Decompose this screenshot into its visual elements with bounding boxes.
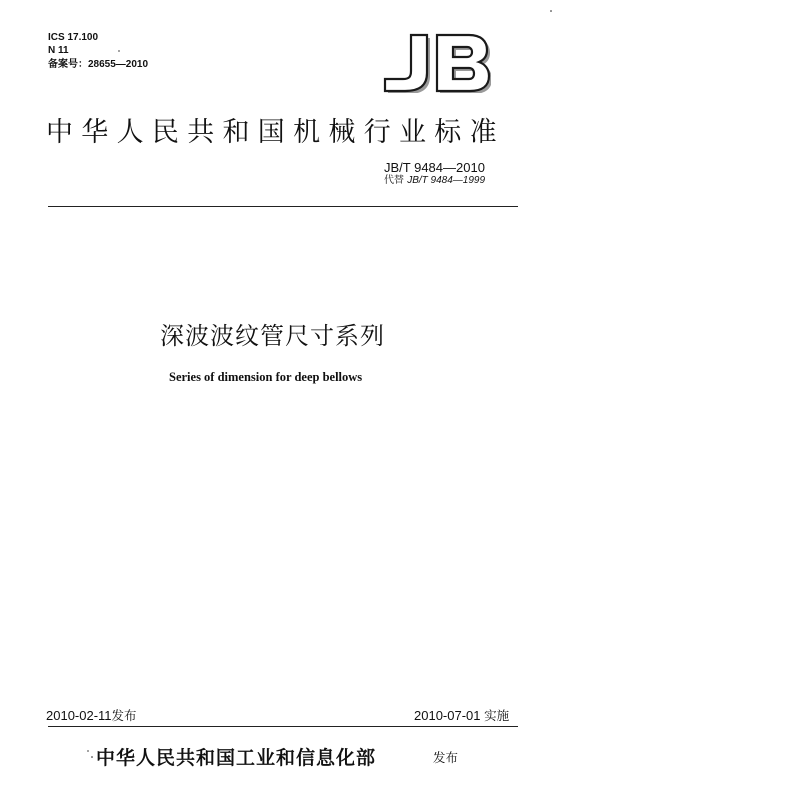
scan-speck <box>118 50 120 52</box>
replaces-code: JB/T 9484—1999 <box>407 175 486 186</box>
issue-date: 2010-02-11 <box>46 708 112 723</box>
jb-logo <box>381 33 491 93</box>
jb-logo-letters <box>385 35 489 91</box>
implementation-date: 2010-07-01 <box>414 708 481 723</box>
scan-speck <box>87 750 89 752</box>
ministry-standard-heading: 中华人民共和国机械行业标准 <box>46 117 505 148</box>
issue-label: 发布 <box>111 708 137 723</box>
header-divider <box>48 206 518 207</box>
ics-code: ICS 17.100 <box>48 32 99 43</box>
scan-speck <box>91 756 93 758</box>
replaces-line <box>384 175 485 187</box>
implementation-date-line <box>414 708 509 724</box>
document-title-english: Series of dimension for deep bellows <box>169 370 363 384</box>
implementation-label: 实施 <box>484 708 510 723</box>
classification-code: N 11 <box>48 45 69 56</box>
publisher-label: 发布 <box>433 750 459 765</box>
scan-speck <box>550 10 552 12</box>
replaces-label: 代替 <box>384 175 404 186</box>
footer-divider <box>48 726 518 727</box>
document-title-chinese: 深波波纹管尺寸系列 <box>160 322 385 350</box>
record-number: 备案号：28655—2010 <box>48 59 149 70</box>
standard-code: JB/T 9484—2010 <box>384 160 485 175</box>
publisher-name: 中华人民共和国工业和信息化部 <box>96 747 377 769</box>
issue-date-line <box>46 708 137 724</box>
